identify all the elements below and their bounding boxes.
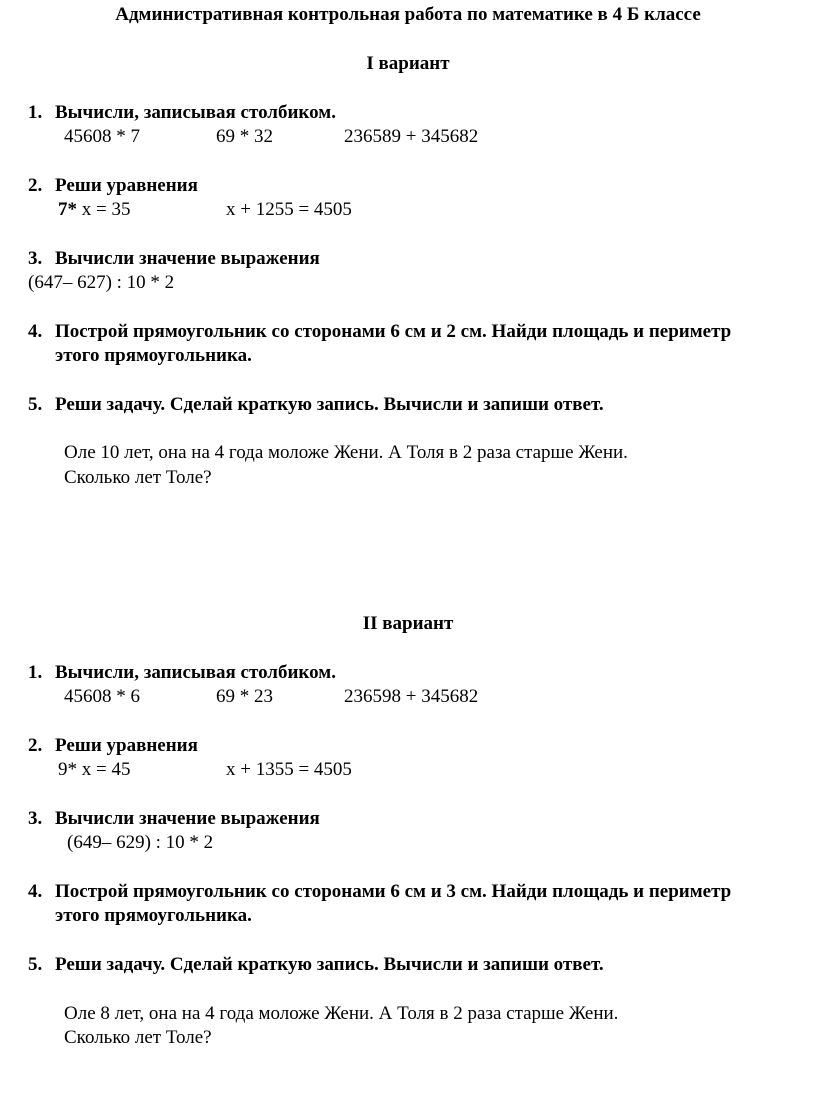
task-1-expr-2: 69 * 32: [216, 126, 273, 147]
task-1-label: Вычисли, записывая столбиком.: [55, 102, 336, 123]
task-1-expr-3: 236598 + 345682: [344, 686, 479, 707]
task-4-number: 4.: [28, 321, 43, 342]
variant-2-heading: II вариант: [362, 613, 454, 634]
task-4-number: 4.: [28, 881, 43, 902]
task-1-number: 1.: [28, 662, 43, 683]
task-2-equation-1: 9* x = 45: [58, 759, 131, 780]
task-3-label: Вычисли значение выражения: [55, 808, 320, 829]
task-5-number: 5.: [28, 394, 43, 415]
task-5-label: Реши задачу. Сделай краткую запись. Вычисли и запиши ответ.: [55, 954, 604, 975]
task-4-line-2: этого прямоугольника.: [55, 345, 252, 366]
task-3-number: 3.: [28, 248, 43, 269]
task-2-number: 2.: [28, 735, 43, 756]
task-5-problem-line-1: Оле 8 лет, она на 4 года моложе Жени. А Толя в 2 раза старше Жени.: [64, 1003, 619, 1024]
task-5-problem-line-1: Оле 10 лет, она на 4 года моложе Жени. А Толя в 2 раза старше Жени.: [64, 442, 628, 463]
task-1-label: Вычисли, записывая столбиком.: [55, 662, 336, 683]
task-2-equation-2: x + 1355 = 4505: [226, 759, 352, 780]
task-3-label: Вычисли значение выражения: [55, 248, 320, 269]
task-1-number: 1.: [28, 102, 43, 123]
task-5-number: 5.: [28, 954, 43, 975]
document-title: Административная контрольная работа по математике в 4 Б классе: [115, 4, 701, 25]
task-2-label: Реши уравнения: [55, 735, 198, 756]
task-4-line-2: этого прямоугольника.: [55, 905, 252, 926]
task-2-equation-1: [58, 199, 130, 221]
task-1-expr-3: 236589 + 345682: [344, 126, 479, 147]
task-5-problem-line-2: Сколько лет Толе?: [64, 1027, 212, 1048]
task-1-expr-1: 45608 * 7: [64, 126, 140, 147]
task-1-expr-1: 45608 * 6: [64, 686, 140, 707]
task-3-expression: (647– 627) : 10 * 2: [28, 272, 175, 293]
task-5-problem-line-2: Сколько лет Толе?: [64, 467, 212, 488]
task-4-line-1: Построй прямоугольник со сторонами 6 см и 2 см. Найди площадь и периметр: [55, 321, 732, 342]
task-2-equation-2: x + 1255 = 4505: [226, 199, 352, 220]
task-4-line-1: Построй прямоугольник со сторонами 6 см и 3 см. Найди площадь и периметр: [55, 881, 732, 902]
task-2-equation-1-coef: 7*: [58, 199, 77, 220]
task-3-number: 3.: [28, 808, 43, 829]
task-2-label: Реши уравнения: [55, 175, 198, 196]
task-2-number: 2.: [28, 175, 43, 196]
task-2-equation-1-rest: x = 35: [77, 199, 131, 220]
task-1-expr-2: 69 * 23: [216, 686, 273, 707]
variant-1-heading: I вариант: [366, 53, 450, 74]
task-5-label: Реши задачу. Сделай краткую запись. Вычисли и запиши ответ.: [55, 394, 604, 415]
task-3-expression: (649– 629) : 10 * 2: [67, 832, 214, 853]
